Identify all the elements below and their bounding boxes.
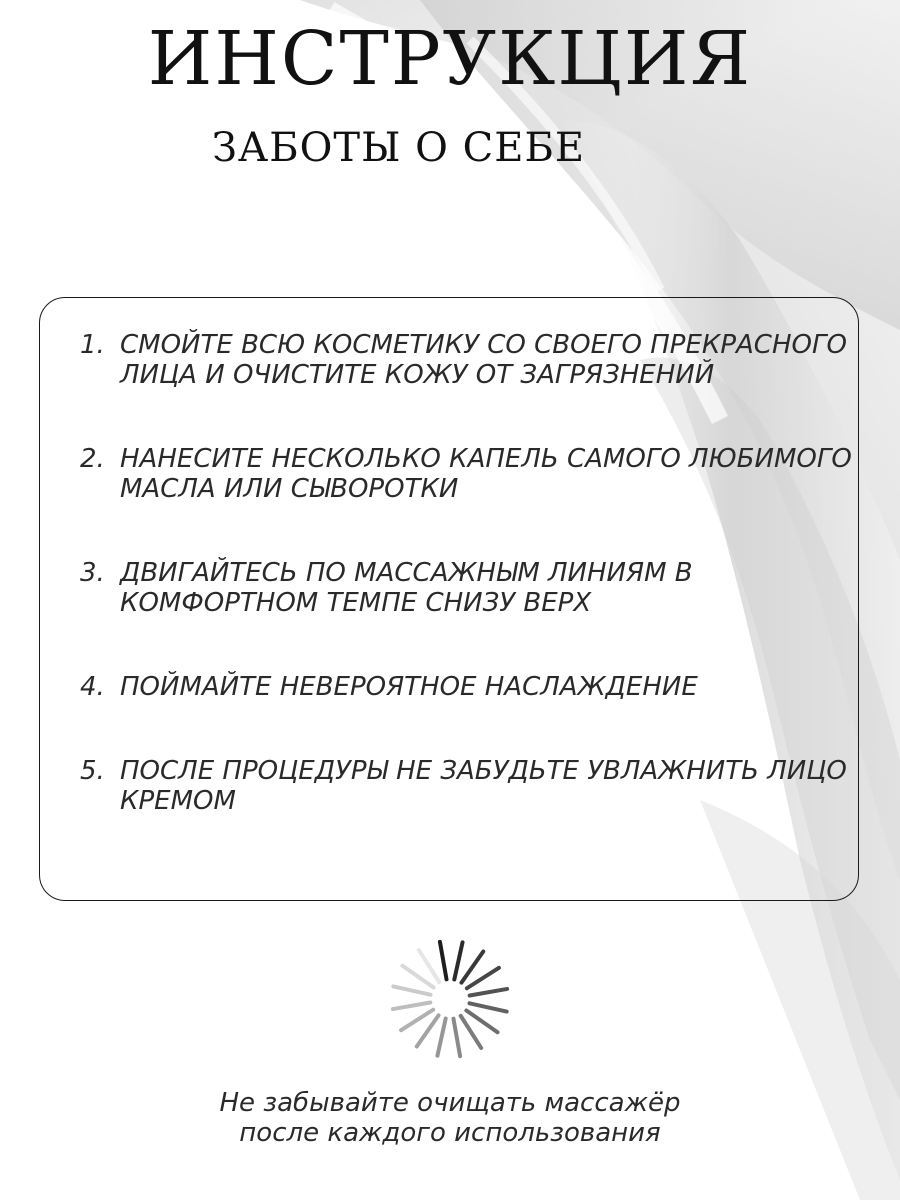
step-text: ПОСЛЕ ПРОЦЕДУРЫ НЕ ЗАБУДЬТЕ УВЛАЖНИТЬ ЛИЦО КРЕМОМ xyxy=(120,756,847,816)
instruction-list xyxy=(80,330,860,870)
spinner-ray xyxy=(437,1019,445,1056)
instruction-step xyxy=(80,330,860,390)
spinner-ray xyxy=(440,942,447,979)
spinner-ray xyxy=(453,1019,460,1056)
instruction-step xyxy=(80,672,860,702)
footer-line: Не забывайте очищать массажёр xyxy=(219,1088,681,1118)
step-number: 5. xyxy=(80,756,105,786)
step-text: НАНЕСИТЕ НЕСКОЛЬКО КАПЕЛЬ САМОГО ЛЮБИМОГО МАСЛА ИЛИ СЫВОРОТКИ xyxy=(120,444,852,504)
instruction-step xyxy=(80,444,860,504)
spinner-ray xyxy=(393,986,430,994)
page-title: ИНСТРУКЦИЯ xyxy=(147,16,753,102)
footer-line: после каждого использования xyxy=(239,1118,661,1148)
step-number: 2. xyxy=(80,444,105,474)
spinner-ray xyxy=(470,989,507,996)
loading-spinner-icon xyxy=(385,937,515,1061)
step-number: 1. xyxy=(80,330,105,360)
step-text: ДВИГАЙТЕСЬ ПО МАССАЖНЫМ ЛИНИЯМ В КОМФОРТНОМ ТЕМПЕ СНИЗУ ВЕРХ xyxy=(120,558,693,618)
spinner-ray xyxy=(393,1002,430,1009)
instruction-step xyxy=(80,756,860,816)
step-text: СМОЙТЕ ВСЮ КОСМЕТИКУ СО СВОЕГО ПРЕКРАСНОГО ЛИЦА И ОЧИСТИТЕ КОЖУ ОТ ЗАГРЯЗНЕНИЙ xyxy=(120,330,847,390)
spinner-ray xyxy=(454,942,462,979)
spinner-ray xyxy=(470,1003,507,1011)
page-subtitle: ЗАБОТЫ О СЕБЕ xyxy=(212,125,586,171)
footer-note xyxy=(0,1088,900,1148)
step-number: 4. xyxy=(80,672,105,702)
step-number: 3. xyxy=(80,558,105,588)
step-text: ПОЙМАЙТЕ НЕВЕРОЯТНОЕ НАСЛАЖДЕНИЕ xyxy=(120,672,698,702)
instruction-step xyxy=(80,558,860,618)
